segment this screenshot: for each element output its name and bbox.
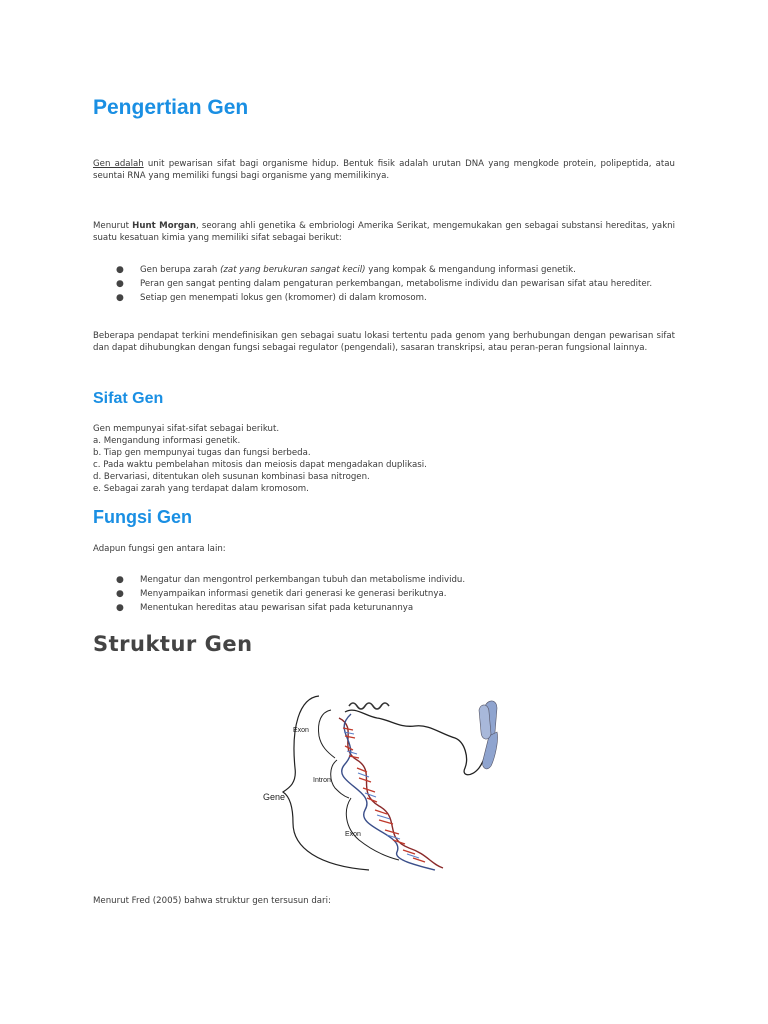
list-item: ● Mengatur dan mengontrol perkembangan tubuh dan metabolisme individu. bbox=[116, 575, 466, 585]
heading-pengertian-gen: Pengertian Gen bbox=[93, 96, 249, 119]
sifat-gen-list bbox=[93, 423, 427, 495]
chromatin-coil bbox=[349, 703, 389, 709]
heading-sifat-gen: Sifat Gen bbox=[93, 390, 164, 407]
bullet-icon: ● bbox=[116, 279, 124, 289]
list-item: d. Bervariasi, ditentukan oleh susunan kombinasi basa nitrogen. bbox=[93, 472, 370, 482]
list-item: Gen mempunyai sifat-sifat sebagai berikut. bbox=[93, 424, 280, 434]
list-item: b. Tiap gen mempunyai tugas dan fungsi berbeda. bbox=[93, 448, 311, 458]
dna-helix-icon bbox=[339, 714, 443, 870]
exon-top-brace bbox=[319, 710, 336, 758]
morgan-name: Hunt Morgan bbox=[132, 221, 196, 231]
list-item: ● Menentukan hereditas atau pewarisan sifat pada keturunannya bbox=[116, 603, 414, 613]
list-item: c. Pada waktu pembelahan mitosis dan meiosis dapat mengadakan duplikasi. bbox=[93, 460, 427, 470]
morgan-paragraph: Menurut Hunt Morgan, seorang ahli genetika & embriologi Amerika Serikat, mengemukakan gen sebagai substansi hereditas, yakni suatu kesatuan kimia yang memiliki sifat sebagai berikut: bbox=[93, 221, 676, 243]
label-exon-bottom: Exon bbox=[345, 831, 361, 838]
list-item: ● Setiap gen menempati lokus gen (kromomer) di dalam kromosom. bbox=[116, 293, 427, 303]
bullet-icon: ● bbox=[116, 293, 124, 303]
bullet-icon: ● bbox=[116, 589, 124, 599]
chromatin-thread bbox=[345, 710, 491, 775]
bullet-icon: ● bbox=[116, 265, 124, 275]
struktur-caption: Menurut Fred (2005) bahwa struktur gen tersusun dari: bbox=[93, 896, 331, 906]
heading-fungsi-gen: Fungsi Gen bbox=[93, 507, 192, 527]
gen-adalah-link[interactable]: Gen adalah bbox=[93, 159, 144, 169]
heading-struktur-gen: Struktur Gen bbox=[93, 632, 253, 656]
label-exon-top: Exon bbox=[293, 727, 309, 734]
definition-paragraph: Gen adalah unit pewarisan sifat bagi organisme hidup. Bentuk fisik adalah urutan DNA yang mengkode protein, polipeptida, atau seuntai RNA yang memiliki fungsi bagi organisme yang memilikinya. bbox=[93, 159, 675, 181]
list-item: ● Gen berupa zarah (zat yang berukuran sangat kecil) yang kompak & mengandung informasi genetik. bbox=[116, 265, 576, 275]
list-item: ● Peran gen sangat penting dalam pengaturan perkembangan, metabolisme individu dan pewarisan sifat atau herediter. bbox=[116, 279, 653, 289]
list-item: ● Menyampaikan informasi genetik dari generasi ke generasi berikutnya. bbox=[116, 589, 447, 599]
morgan-properties-list bbox=[93, 265, 675, 304]
label-intron: Intron bbox=[313, 777, 331, 784]
list-item: a. Mengandung informasi genetik. bbox=[93, 436, 241, 446]
fungsi-gen-list bbox=[93, 575, 675, 614]
fungsi-intro: Adapun fungsi gen antara lain: bbox=[93, 544, 226, 554]
gene-structure-figure bbox=[259, 688, 515, 876]
list-item: e. Sebagai zarah yang terdapat dalam kromosom. bbox=[93, 484, 309, 494]
exon-bottom-brace bbox=[346, 798, 399, 860]
bullet-icon: ● bbox=[116, 603, 124, 613]
bullet-icon: ● bbox=[116, 575, 124, 585]
modern-definition-paragraph: Beberapa pendapat terkini mendefinisikan gen sebagai suatu lokasi tertentu pada genom yang berhubungan dengan pewarisan sifat dan dapat dihubungkan dengan fungsi sebagai regulator (pengendali), sasaran transkripsi, atau peran-peran fungsional lainnya. bbox=[93, 331, 675, 353]
label-gene: Gene bbox=[263, 792, 286, 802]
chromosome-icon bbox=[479, 701, 498, 769]
